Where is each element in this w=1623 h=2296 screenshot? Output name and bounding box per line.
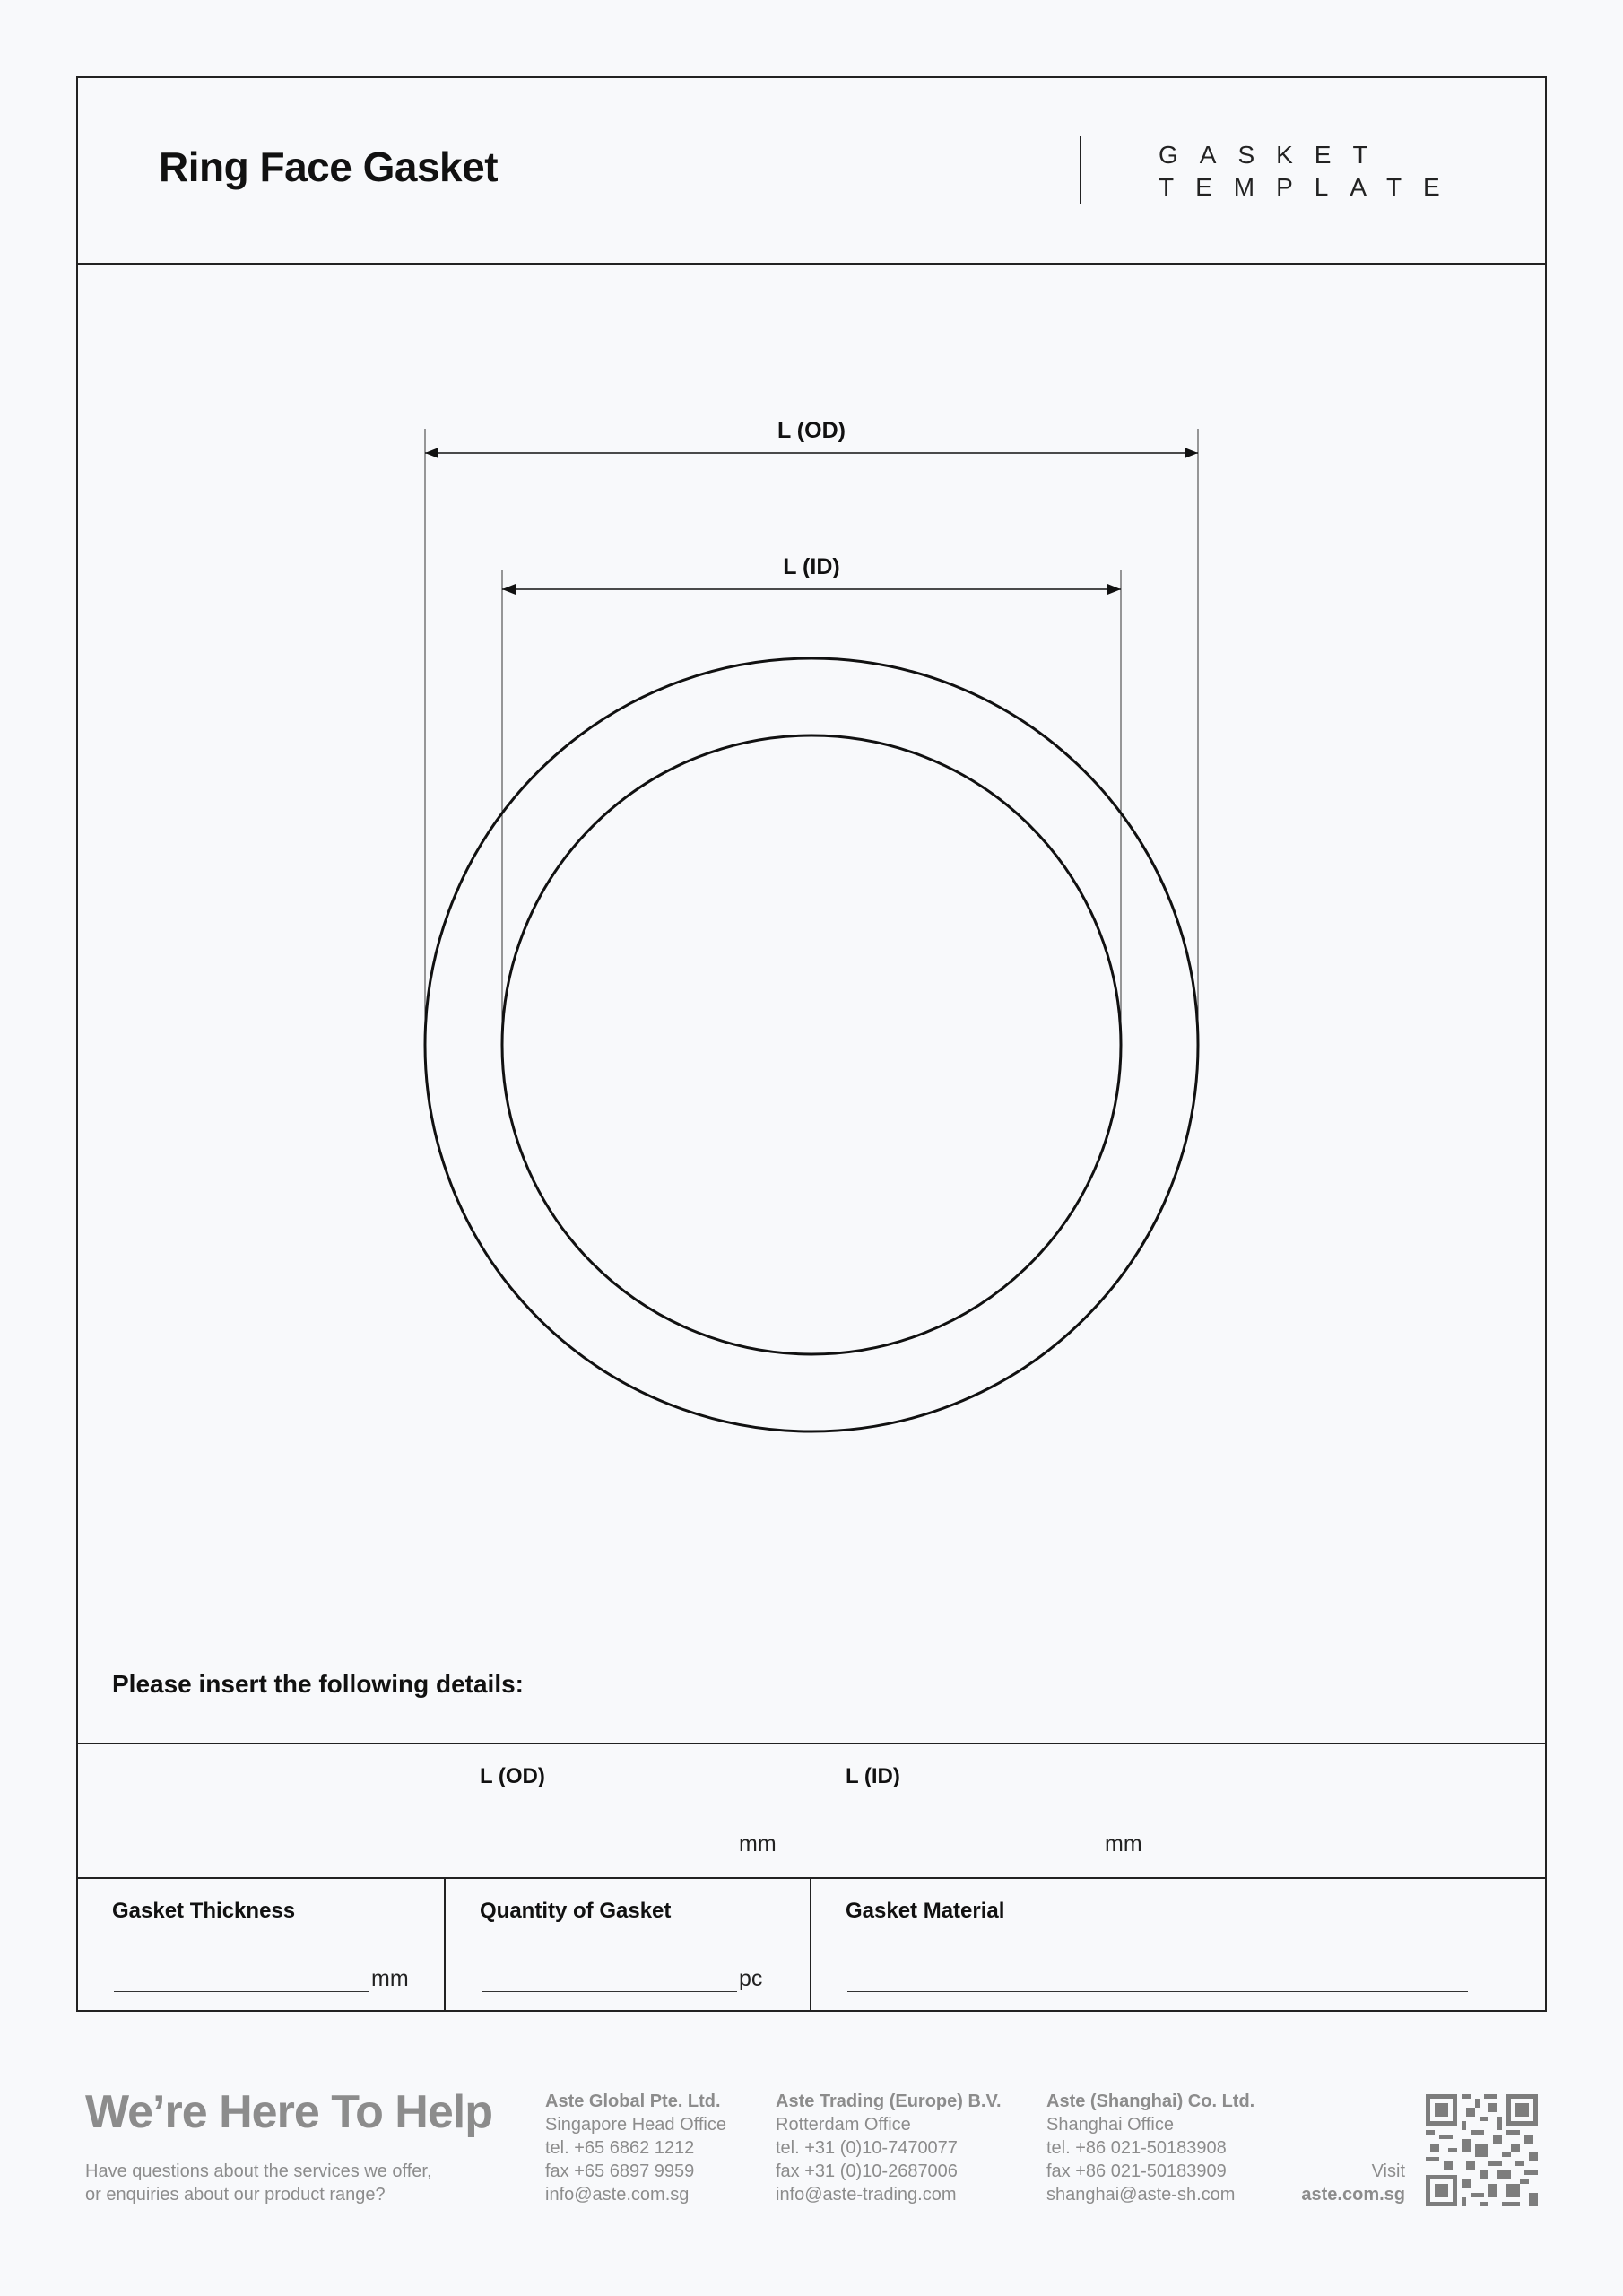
office-tel: tel. +65 6862 1212 — [545, 2138, 695, 2158]
qr-code-icon[interactable] — [1426, 2094, 1538, 2206]
office-name: Aste Global Pte. Ltd. — [545, 2092, 721, 2111]
form-column-divider-1 — [444, 1877, 446, 2012]
visit-website[interactable] — [1301, 2160, 1405, 2206]
office-fax: fax +31 (0)10-2687006 — [776, 2161, 958, 2181]
brand-line-gasket: GASKET — [1159, 141, 1390, 169]
page-title: Ring Face Gasket — [159, 144, 499, 190]
office-email[interactable]: info@aste.com.sg — [545, 2185, 690, 2205]
thickness-unit: mm — [371, 1966, 409, 1991]
id-unit: mm — [1105, 1831, 1142, 1857]
office-shanghai — [1046, 2090, 1254, 2206]
thickness-field-label: Gasket Thickness — [112, 1899, 296, 1923]
quantity-field-label: Quantity of Gasket — [480, 1899, 672, 1923]
form-divider-middle — [78, 1877, 1545, 1879]
brand-line-template: TEMPLATE — [1159, 173, 1462, 201]
office-email[interactable]: shanghai@aste-sh.com — [1046, 2185, 1236, 2205]
office-location: Rotterdam Office — [776, 2115, 911, 2135]
brand-divider — [1080, 136, 1081, 204]
quantity-field-input[interactable] — [482, 1991, 737, 1992]
office-location: Shanghai Office — [1046, 2115, 1174, 2135]
id-dimension-label: L (ID) — [783, 554, 840, 579]
office-singapore — [545, 2090, 726, 2206]
office-tel: tel. +31 (0)10-7470077 — [776, 2138, 958, 2158]
visit-label: Visit — [1371, 2161, 1405, 2181]
id-field-label: L (ID) — [846, 1764, 900, 1788]
form-divider-top — [78, 1743, 1545, 1744]
material-field-label: Gasket Material — [846, 1899, 1005, 1923]
header-divider — [78, 263, 1545, 265]
thickness-field-input[interactable] — [114, 1991, 369, 1992]
quantity-unit: pc — [739, 1966, 763, 1991]
office-fax: fax +65 6897 9959 — [545, 2161, 695, 2181]
od-dimension-label: L (OD) — [777, 418, 846, 443]
office-name: Aste (Shanghai) Co. Ltd. — [1046, 2092, 1255, 2111]
footer-heading: We’re Here To Help — [85, 2086, 492, 2138]
office-email[interactable]: info@aste-trading.com — [776, 2185, 957, 2205]
office-location: Singapore Head Office — [545, 2115, 726, 2135]
office-name: Aste Trading (Europe) B.V. — [776, 2092, 1002, 2111]
footer-subtext-1: Have questions about the services we offer, — [85, 2161, 432, 2181]
instruction-text: Please insert the following details: — [112, 1670, 524, 1698]
office-rotterdam — [776, 2090, 1002, 2206]
material-field-input[interactable] — [847, 1991, 1468, 1992]
office-fax: fax +86 021-50183909 — [1046, 2161, 1227, 2181]
form-column-divider-2 — [810, 1877, 812, 2012]
template-frame — [76, 76, 1547, 2012]
office-tel: tel. +86 021-50183908 — [1046, 2138, 1227, 2158]
od-field-label: L (OD) — [480, 1764, 545, 1788]
od-unit: mm — [739, 1831, 777, 1857]
website-link[interactable]: aste.com.sg — [1301, 2185, 1405, 2205]
footer-subtext-2: or enquiries about our product range? — [85, 2185, 386, 2205]
